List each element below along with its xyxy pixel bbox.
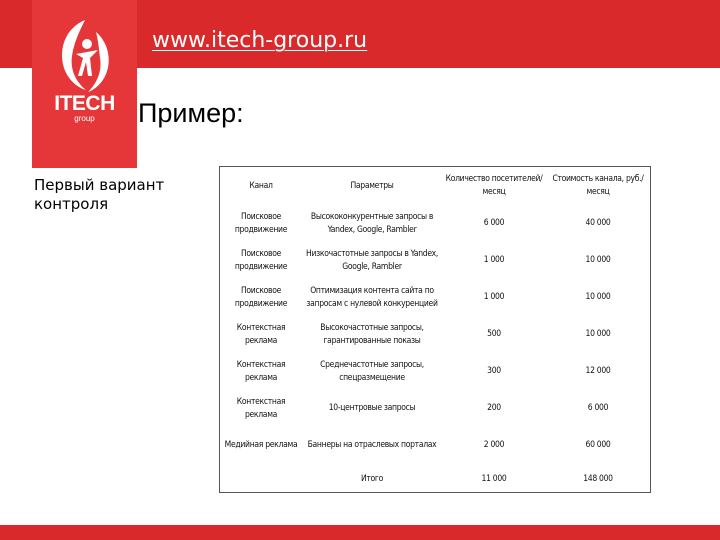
column-header-visitors: Количество посетителей/месяц	[445, 174, 543, 197]
cell-cost: 60 000	[585, 440, 611, 450]
cell-parameters: Оптимизация контента сайта по запросам с нулевой конкуренцией	[306, 285, 438, 309]
cell-parameters: Баннеры на отраслевых порталах	[307, 440, 437, 450]
logo-subtitle: group	[74, 114, 95, 123]
table-total-row	[220, 464, 650, 494]
cell-channel: Контекстная реклама	[236, 322, 286, 346]
cell-channel: Медийная реклама	[224, 440, 298, 450]
footer-bar	[0, 525, 720, 540]
cell-cost: 12 000	[585, 366, 611, 376]
table-row	[220, 316, 650, 353]
cell-cost: 10 000	[585, 255, 611, 265]
table-header-row	[220, 167, 650, 205]
total-label: Итого	[360, 473, 384, 484]
column-header-parameters: Параметры	[350, 180, 394, 191]
total-cost: 148 000	[583, 473, 613, 484]
cell-channel: Поисковое продвижение	[234, 285, 288, 309]
logo-wordmark: ITECH	[54, 92, 115, 115]
cell-visitors: 6 000	[483, 218, 505, 228]
cell-empty	[220, 464, 302, 494]
cell-channel: Поисковое продвижение	[234, 248, 288, 272]
table-row	[220, 205, 650, 242]
cell-parameters: 10-центровые запросы	[328, 403, 416, 413]
cell-cost: 40 000	[585, 218, 611, 228]
cell-visitors: 2 000	[483, 440, 505, 450]
table-row	[220, 279, 650, 316]
table-row	[220, 390, 650, 427]
person-figure-icon	[50, 14, 120, 96]
cell-parameters: Низкочастотные запросы в Yandex, Google, Rambler	[306, 248, 438, 272]
table-row	[220, 353, 650, 390]
cell-channel: Поисковое продвижение	[234, 211, 288, 235]
cell-channel: Контекстная реклама	[236, 359, 286, 383]
cell-visitors: 1 000	[483, 292, 505, 302]
cell-parameters: Высокочастотные запросы, гарантированные показы	[320, 322, 424, 346]
cell-visitors: 500	[487, 329, 501, 339]
site-url[interactable]: www.itech-group.ru	[152, 28, 368, 53]
cell-cost: 6 000	[587, 403, 609, 413]
total-visitors: 11 000	[481, 473, 507, 484]
slide-title: Пример:	[138, 98, 244, 128]
cell-cost: 10 000	[585, 329, 611, 339]
cell-visitors: 300	[487, 366, 501, 376]
column-header-cost: Стоимость канала, руб./месяц	[552, 174, 644, 197]
channels-table-frame	[219, 166, 651, 493]
cell-parameters: Среднечастотные запросы, спецразмещение	[320, 359, 424, 383]
left-caption: Первый вариант контроля	[34, 176, 165, 213]
cell-channel: Контекстная реклама	[236, 396, 286, 420]
table-row	[220, 427, 650, 464]
cell-visitors: 200	[487, 403, 501, 413]
cell-cost: 10 000	[585, 292, 611, 302]
company-logo	[32, 0, 137, 168]
table-row	[220, 242, 650, 279]
channels-table	[220, 167, 650, 494]
cell-visitors: 1 000	[483, 255, 505, 265]
cell-parameters: Высококонкурентные запросы в Yandex, Google, Rambler	[310, 211, 434, 235]
column-header-channel: Канал	[249, 180, 273, 191]
